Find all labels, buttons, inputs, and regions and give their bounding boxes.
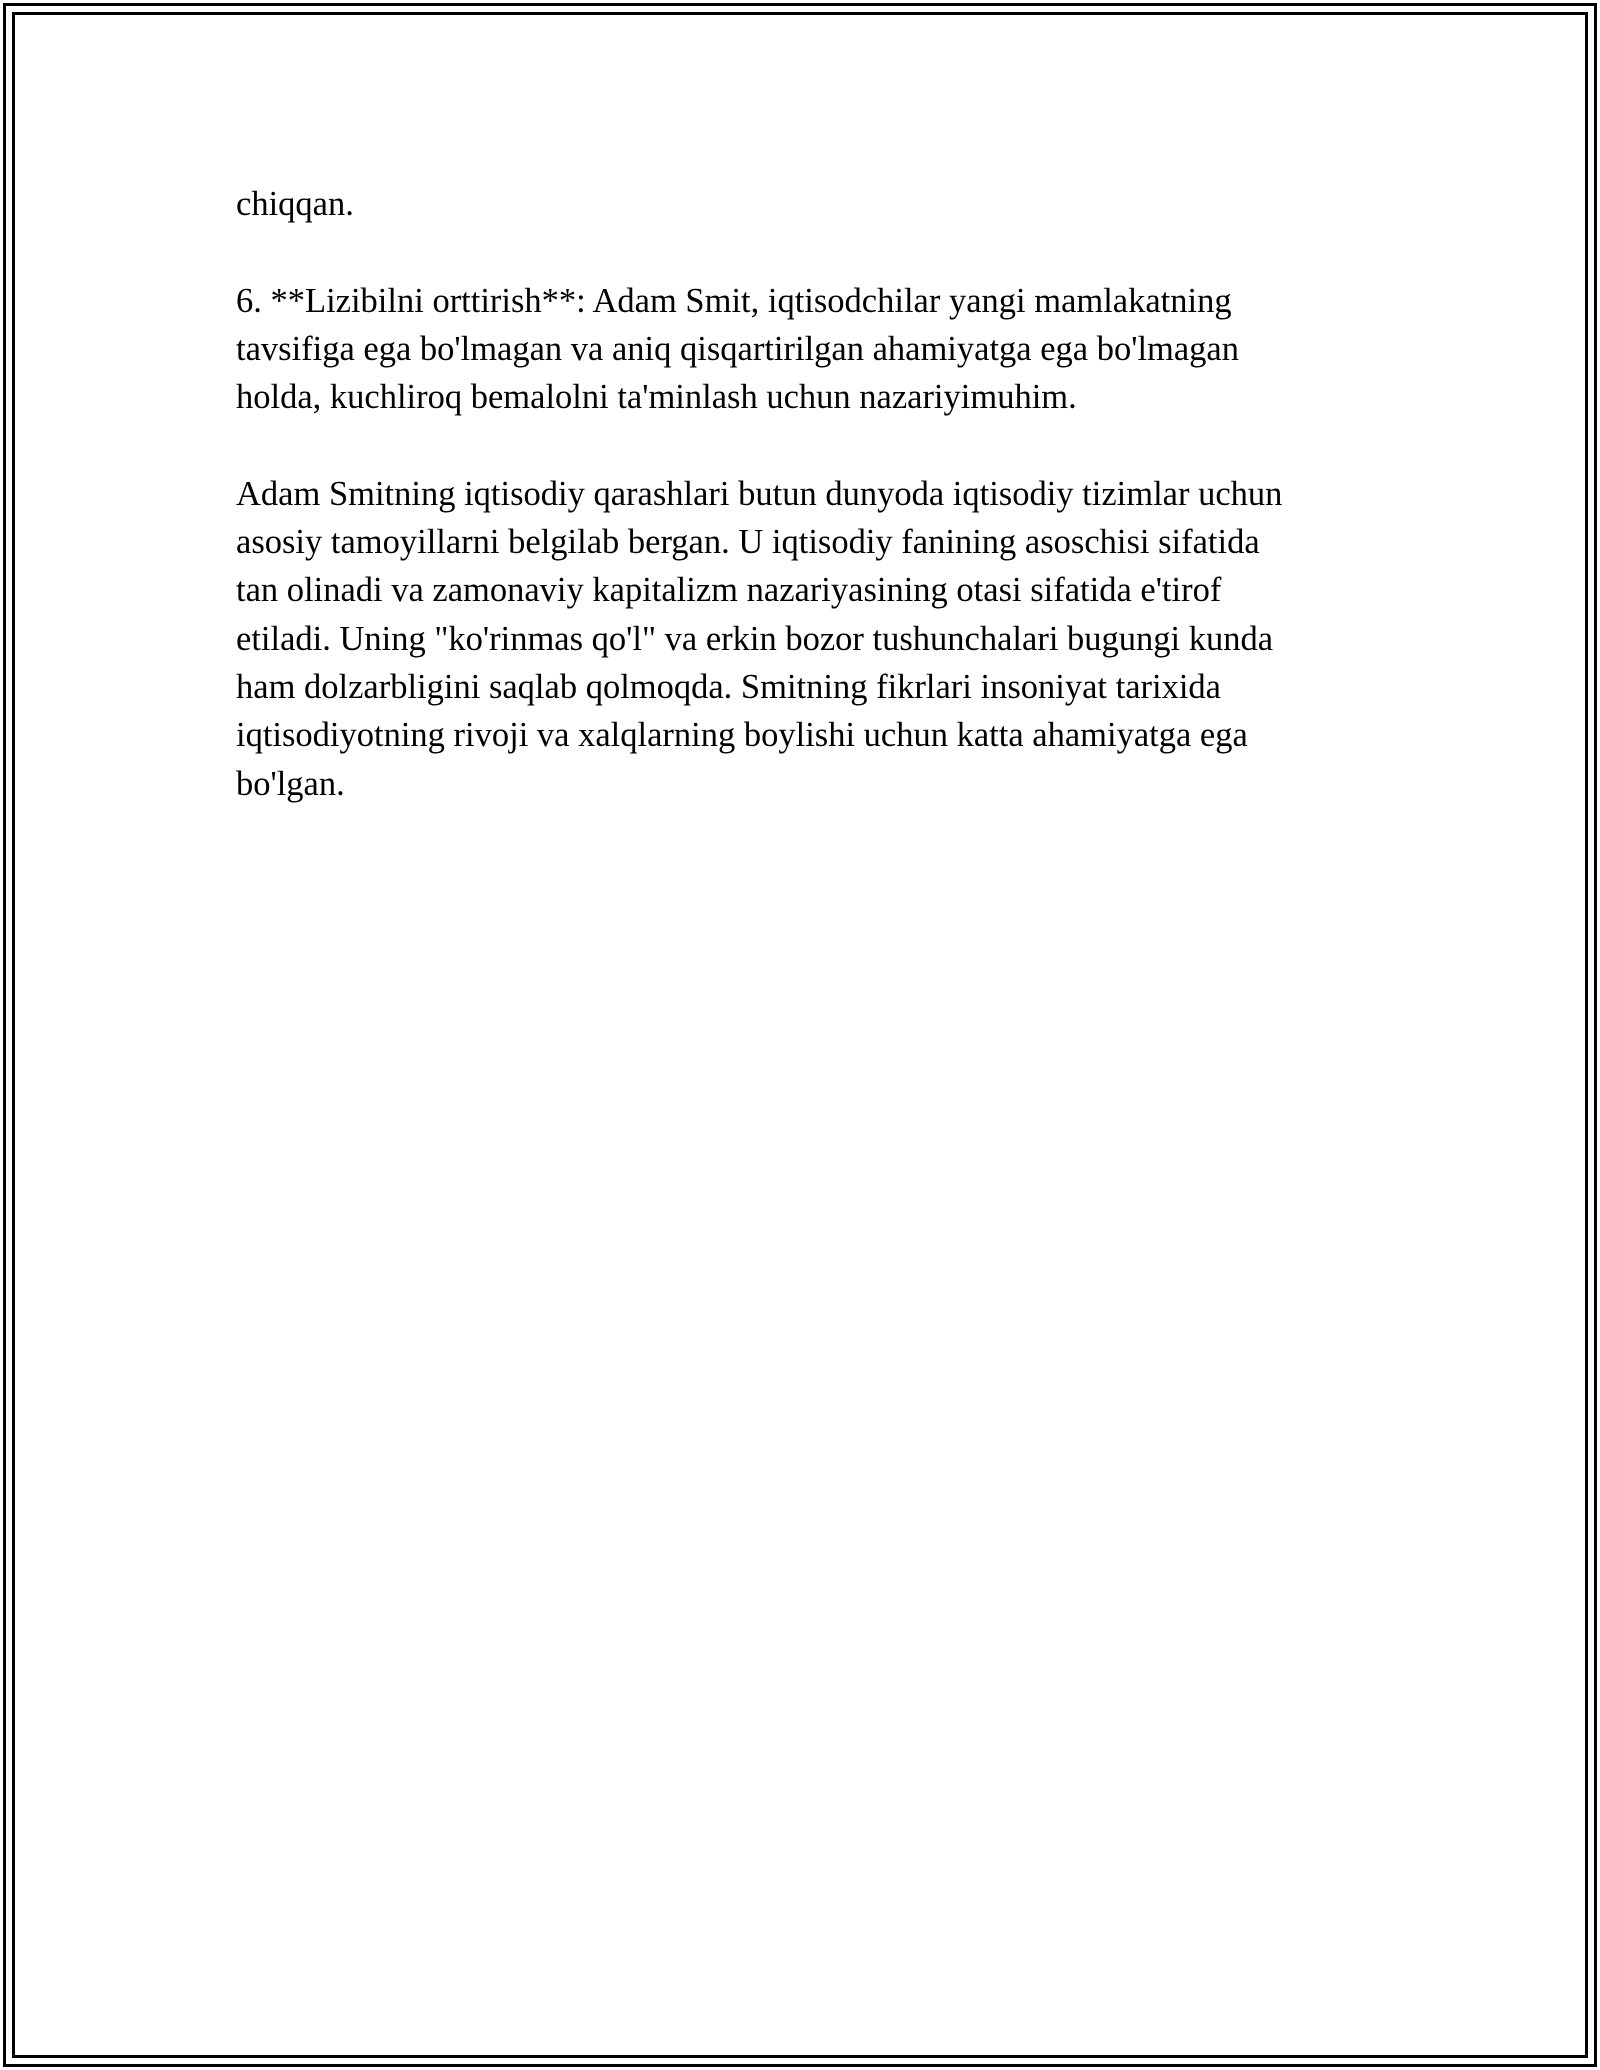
- document-body: [236, 180, 1376, 856]
- paragraph-list-item-6: 6. **Lizibilni orttirish**: Adam Smit, iqtisodchilar yangi mamlakatning tavsifiga ega bo'lmagan va aniq qisqartirilgan ahamiyatga ega bo'lmagan holda, kuchliroq bemalolni ta'minlash uchun nazariyimuhim.: [236, 281, 1239, 417]
- paragraph-conclusion: Adam Smitning iqtisodiy qarashlari butun dunyoda iqtisodiy tizimlar uchun asosiy tamoyillarni belgilab bergan. U iqtisodiy fanining asoschisi sifatida tan olinadi va zamonaviy kapitalizm nazariyasining otasi sifatida e'tirof etiladi. Uning "ko'rinmas qo'l" va erkin bozor tushunchalari bugungi kunda ham dolzarbligini saqlab qolmoqda. Smitning fikrlari insoniyat tarixida iqtisodiyotning rivoji va xalqlarning boylishi uchun katta ahamiyatga ega bo'lgan.: [236, 474, 1283, 803]
- paragraph-continuation: chiqqan.: [236, 185, 354, 223]
